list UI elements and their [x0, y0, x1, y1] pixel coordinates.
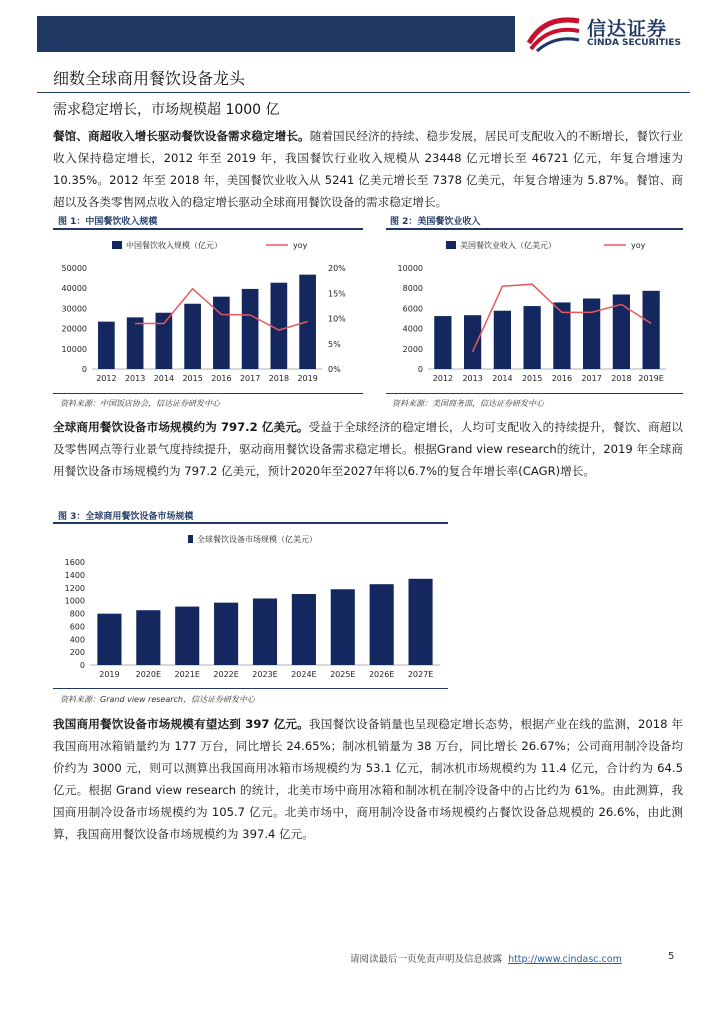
y-tick-label: 30000	[61, 304, 87, 314]
figure-1-rule	[53, 228, 363, 230]
figure-2-bottom-rule	[386, 393, 683, 394]
x-tick-label: 2019E	[638, 374, 664, 383]
legend-bar-label: 中国餐饮收入规模（亿元）	[126, 241, 222, 250]
paragraph-1-body: 随着国民经济的持续、稳步发展，居民可支配收入的不断增长，餐饮行业收入保持稳定增长，2012 年至 2019 年，我国餐饮行业收入规模从 23448 亿元增长至 46721 亿元，年复合增速为 10.35%。2012 年至 2018 年，美国餐饮业收入从 5241 亿美元增长至 7378 亿美元，年复合增速为 5.87%。餐馆、商超以及各类零售网点收入的稳定增长驱动全球商用餐饮设备的需求稳定增长。	[53, 129, 683, 209]
footer-disclaimer	[350, 951, 622, 965]
bar-2019E	[642, 291, 659, 369]
x-tick-label: 2015	[521, 374, 543, 383]
legend-bar-swatch	[112, 241, 122, 249]
logo-emblem-icon	[525, 13, 583, 53]
paragraph-1-lead: 餐馆、商超收入增长驱动餐饮设备需求稳定增长。	[53, 129, 310, 143]
bar-2022E	[214, 603, 238, 665]
footer-note-text: 请阅读最后一页免责声明及信息披露	[350, 954, 503, 965]
x-tick-label: 2013	[462, 374, 483, 383]
figure-1-label: 图 1：中国餐饮收入规模	[58, 217, 158, 227]
paragraph-2-lead: 全球商用餐饮设备市场规模约为 797.2 亿美元。	[53, 420, 309, 434]
y-tick-label: 200	[69, 648, 85, 658]
footer-website-link[interactable]: http://www.cindasc.com	[508, 954, 622, 965]
logo-text-en: CINDA SECURITIES	[587, 38, 681, 48]
y-tick-label: 1400	[64, 570, 85, 580]
bar-2014	[156, 313, 173, 369]
y-tick-label: 20000	[61, 324, 87, 334]
bar-2026E	[370, 584, 394, 665]
bar-2025E	[331, 589, 355, 665]
x-tick-label: 2017	[239, 374, 261, 383]
bar-2024E	[292, 594, 316, 665]
x-tick-label: 2019	[99, 670, 120, 679]
x-tick-label: 2025E	[330, 670, 356, 679]
bar-2013	[127, 317, 144, 369]
figure-1-bottom-rule	[53, 393, 363, 394]
x-tick-label: 2012	[96, 374, 117, 383]
y-tick-label: 0	[417, 365, 423, 374]
bar-2017	[583, 299, 600, 369]
paragraph-3-lead: 我国商用餐饮设备市场规模有望达到 397 亿元。	[53, 717, 309, 731]
x-tick-label: 2027E	[407, 670, 434, 679]
x-tick-label: 2012	[432, 374, 454, 383]
page-title: 细数全球商用餐饮设备龙头	[53, 69, 246, 88]
figure-2-label: 图 2：美国餐饮业收入	[390, 217, 481, 227]
x-tick-label: 2017	[581, 374, 602, 383]
x-tick-label: 2019	[297, 374, 318, 383]
x-tick-label: 2024E	[291, 670, 317, 679]
x-tick-label: 2013	[124, 374, 146, 383]
x-tick-label: 2022E	[213, 670, 239, 679]
x-tick-label: 2018	[268, 374, 290, 383]
x-tick-label: 2021E	[174, 670, 200, 679]
y-tick-label: 8000	[402, 284, 423, 294]
legend-bar-label: 全球餐饮设备市场规模（亿美元）	[197, 535, 317, 544]
paragraph-2-body: 受益于全球经济的稳定增长，人均可支配收入的持续提升，餐饮、商超以及零售网点等行业景气度持续提升，驱动商用餐饮设备需求稳定增长。根据Grand view research的统计，2019 年全球商用餐饮设备市场规模约为 797.2 亿美元，预计2020年至2027年将以6.7%的复合年增长率(CAGR)增长。	[53, 420, 683, 478]
y-tick-label: 0	[81, 365, 87, 374]
paragraph-3-body: 我国餐饮设备销量也呈现稳定增长态势，根据产业在线的监测，2018 年我国商用冰箱销量约为 177 万台，同比增长 24.65%；制冰机销量为 38 万台，同比增长 26.67%；公司商用制冷设备均价约为 3000 元，则可以测算出我国商用冰箱市场规模约为 53.1 亿元，制冰机市场规模约为 11.4 亿元，合计约为 64.5 亿元。根据 Grand view research 的统计，北美市场中商用冰箱和制冰机在制冷设备中的占比约为 61%。由此测算，我国商用制冷设备市场规模约为 105.7 亿元。北美市场中，商用制冷设备市场规模约占餐饮设备总规模的 26.6%，由此测算，我国商用餐饮设备市场规模约为 397.4 亿元。	[53, 717, 683, 841]
x-tick-label: 2018	[611, 374, 632, 383]
bar-2013	[464, 315, 481, 369]
legend-bar-swatch	[446, 241, 456, 249]
title-divider	[37, 92, 690, 93]
chart-us-restaurant-revenue	[384, 232, 684, 392]
page-number: 5	[668, 951, 675, 962]
section-title: 需求稳定增长，市场规模超 1000 亿	[53, 102, 280, 118]
bar-2015	[523, 306, 540, 369]
figure-3-bottom-rule	[53, 688, 448, 689]
chart-global-equipment-market	[50, 526, 450, 686]
y-tick-label: 10000	[397, 264, 423, 273]
bar-2017	[242, 289, 259, 369]
x-tick-label: 2015	[182, 374, 203, 383]
header-bar	[37, 16, 515, 52]
y-tick-label: 800	[69, 609, 85, 619]
legend-bar-label: 美国餐饮业收入（亿美元）	[460, 241, 556, 250]
figure-2-source: 资料来源：美国商务部，信达证券研发中心	[392, 399, 544, 408]
bar-2015	[184, 304, 201, 369]
bar-2012	[434, 316, 451, 369]
figure-3-rule	[53, 522, 448, 524]
figure-3-label: 图 3：全球商用餐饮设备市场规模	[58, 512, 194, 522]
bar-2014	[494, 311, 511, 369]
y-tick-label: 10000	[61, 344, 87, 354]
y2-tick-label: 0%	[328, 365, 341, 374]
logo-text-cn: 信达证券	[587, 18, 668, 40]
legend-bar-swatch	[188, 535, 193, 543]
bar-2012	[98, 322, 115, 369]
cinda-logo	[525, 12, 695, 54]
y2-tick-label: 20%	[328, 264, 346, 273]
y-tick-label: 2000	[402, 344, 423, 354]
x-tick-label: 2016	[551, 374, 573, 383]
bar-2018	[271, 283, 288, 369]
x-tick-label: 2020E	[135, 670, 162, 679]
paragraph-1	[53, 125, 683, 213]
figure-3-source: 资料来源：Grand view research，信达证券研发中心	[60, 695, 256, 704]
bar-2021E	[175, 607, 199, 665]
bar-2016	[213, 297, 230, 369]
y-tick-label: 50000	[61, 264, 87, 273]
y-tick-label: 1600	[64, 558, 85, 567]
bar-2027E	[409, 579, 433, 665]
y2-tick-label: 15%	[328, 289, 346, 299]
y-tick-label: 600	[69, 622, 85, 632]
figure-2-rule	[386, 228, 683, 230]
x-tick-label: 2016	[211, 374, 232, 383]
x-tick-label: 2014	[153, 374, 175, 383]
legend-line-label: yoy	[631, 241, 646, 250]
x-tick-label: 2023E	[252, 670, 278, 679]
legend-line-label: yoy	[293, 241, 308, 250]
bar-2020E	[136, 610, 160, 665]
y2-tick-label: 5%	[328, 339, 341, 349]
bar-2019	[97, 614, 121, 665]
paragraph-3	[53, 713, 683, 845]
y-tick-label: 6000	[402, 304, 423, 314]
x-tick-label: 2026E	[368, 670, 395, 679]
y-tick-label: 1200	[64, 583, 85, 593]
paragraph-2	[53, 416, 683, 482]
y-tick-label: 4000	[402, 324, 423, 334]
y-tick-label: 1000	[64, 596, 85, 606]
chart-china-catering-revenue	[50, 232, 370, 392]
y-tick-label: 400	[69, 635, 85, 645]
y-tick-label: 0	[79, 661, 85, 670]
x-tick-label: 2014	[492, 374, 513, 383]
y2-tick-label: 10%	[328, 314, 346, 324]
y-tick-label: 40000	[61, 284, 87, 294]
figure-1-source: 资料来源：中国饭店协会，信达证券研发中心	[60, 399, 220, 408]
bar-2023E	[253, 598, 277, 665]
